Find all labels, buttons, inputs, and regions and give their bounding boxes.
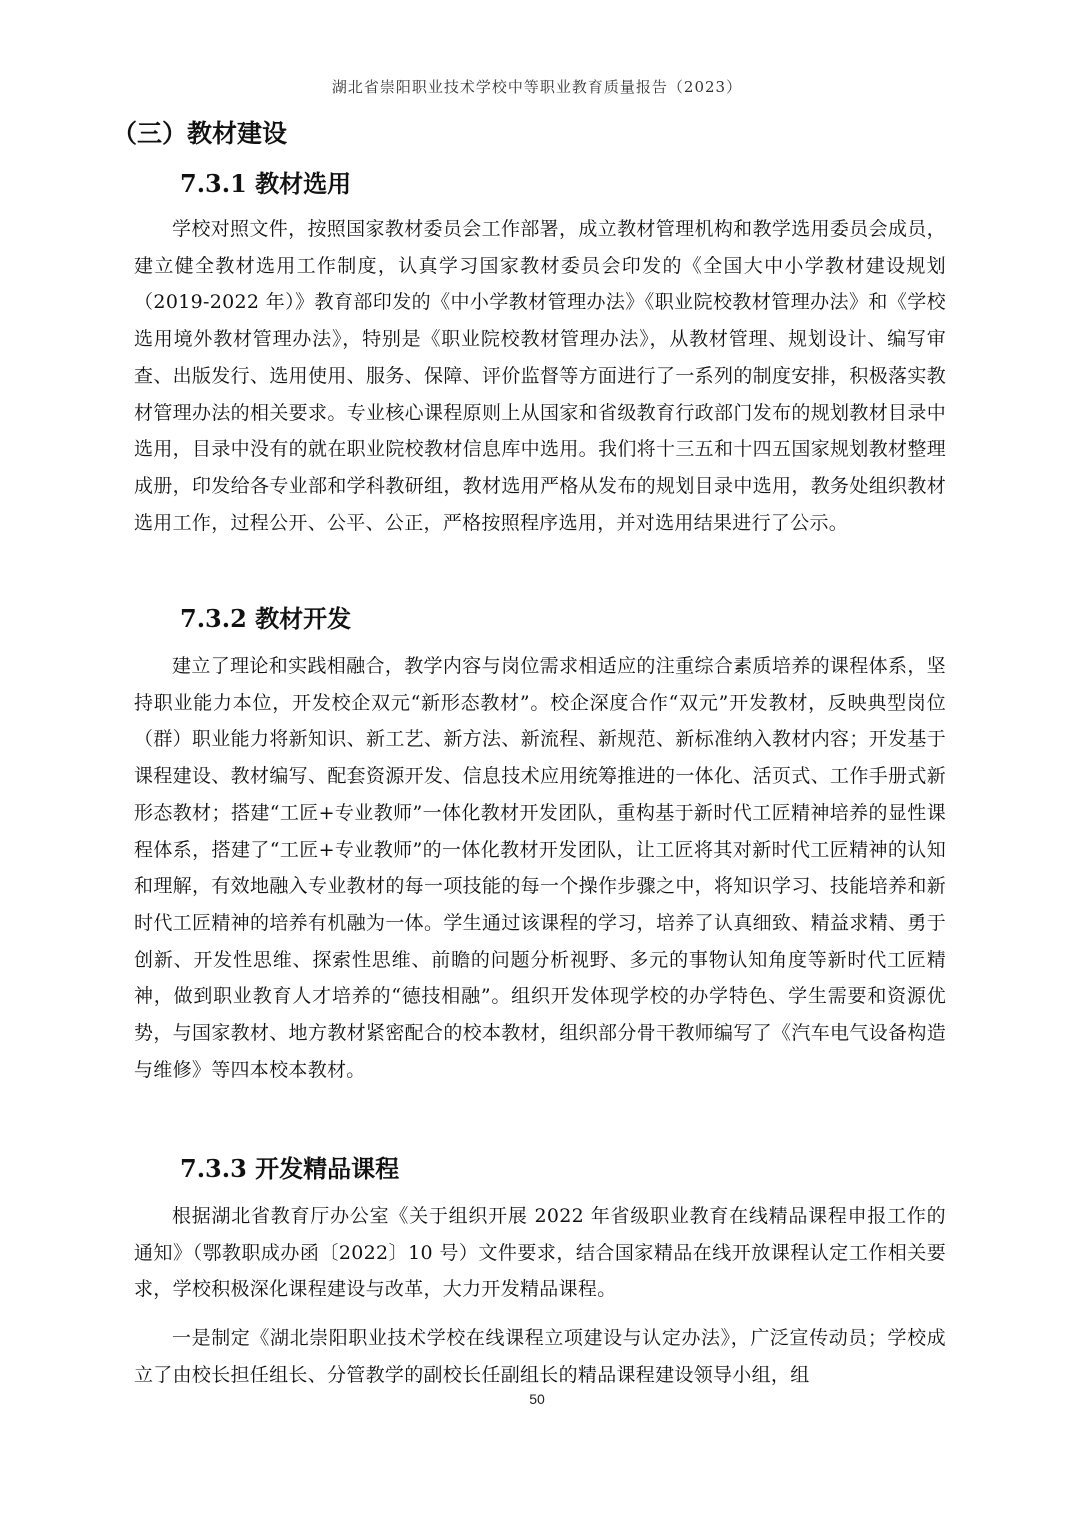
subsection-heading-textbook-development: 7.3.2 教材开发 — [180, 604, 352, 633]
paragraph-quality-courses-intro: 根据湖北省教育厅办公室《关于组织开展 2022 年省级职业教育在线精品课程申报工作的通知》（鄂教职成办函〔2022〕10 号）文件要求，结合国家精品在线开放课程认定工作相关要求，学校积极深化课程建设与改革，大力开发精品课程。 — [134, 1205, 946, 1301]
subsection-heading-textbook-selection: 7.3.1 教材选用 — [180, 169, 352, 198]
paragraph-textbook-development: 建立了理论和实践相融合，教学内容与岗位需求相适应的注重综合素质培养的课程体系，坚持职业能力本位，开发校企双元“新形态教材”。校企深度合作“双元”开发教材，反映典型岗位（群）职业能力将新知识、新工艺、新方法、新流程、新规范、新标准纳入教材内容；开发基于课程建设、教材编写、配套资源开发、信息技术应用统筹推进的一体化、活页式、工作手册式新形态教材；搭建“工匠+专业教师”一体化教材开发团队，重构基于新时代工匠精神培养的显性课程体系，搭建了“工匠+专业教师”的一体化教材开发团队，让工匠将其对新时代工匠精神的认知和理解，有效地融入专业教材的每一项技能的每一个操作步骤之中，将知识学习、技能培养和新时代工匠精神的培养有机融为一体。学生通过该课程的学习，培养了认真细致、精益求精、勇于创新、开发性思维、探索性思维、前瞻的问题分析视野、多元的事物认知角度等新时代工匠精神，做到职业教育人才培养的“德技相融”。组织开发体现学校的办学特色、学生需要和资源优势，与国家教材、地方教材紧密配合的校本教材，组织部分骨干教师编写了《汽车电气设备构造与维修》等四本校本教材。 — [134, 655, 946, 1081]
running-header: 湖北省崇阳职业技术学校中等职业教育质量报告（2023） — [331, 78, 743, 96]
paragraph-quality-courses-first-measure: 一是制定《湖北崇阳职业技术学校在线课程立项建设与认定办法》，广泛宣传动员；学校成立了由校长担任组长、分管教学的副校长任副组长的精品课程建设领导小组，组 — [134, 1327, 946, 1386]
page-number: 50 — [529, 1391, 545, 1407]
paragraph-textbook-selection: 学校对照文件，按照国家教材委员会工作部署，成立教材管理机构和教学选用委员会成员，建立健全教材选用工作制度，认真学习国家教材委员会印发的《全国大中小学教材建设规划（2019-2022 年）》教育部印发的《中小学教材管理办法》《职业院校教材管理办法》和《学校选用境外教材管理办法》，特别是《职业院校教材管理办法》，从教材管理、规划设计、编写审查、出版发行、选用使用、服务、保障、评价监督等方面进行了一系列的制度安排，积极落实教材管理办法的相关要求。专业核心课程原则上从国家和省级教育行政部门发布的规划教材目录中选用，目录中没有的就在职业院校教材信息库中选用。我们将十三五和十四五国家规划教材整理成册，印发给各专业部和学科教研组，教材选用严格从发布的规划目录中选用，教务处组织教材选用工作，过程公开、公平、公正，严格按照程序选用，并对选用结果进行了公示。 — [134, 218, 946, 534]
section-heading: （三）教材建设 — [112, 119, 288, 148]
subsection-heading-quality-courses: 7.3.3 开发精品课程 — [180, 1154, 400, 1183]
